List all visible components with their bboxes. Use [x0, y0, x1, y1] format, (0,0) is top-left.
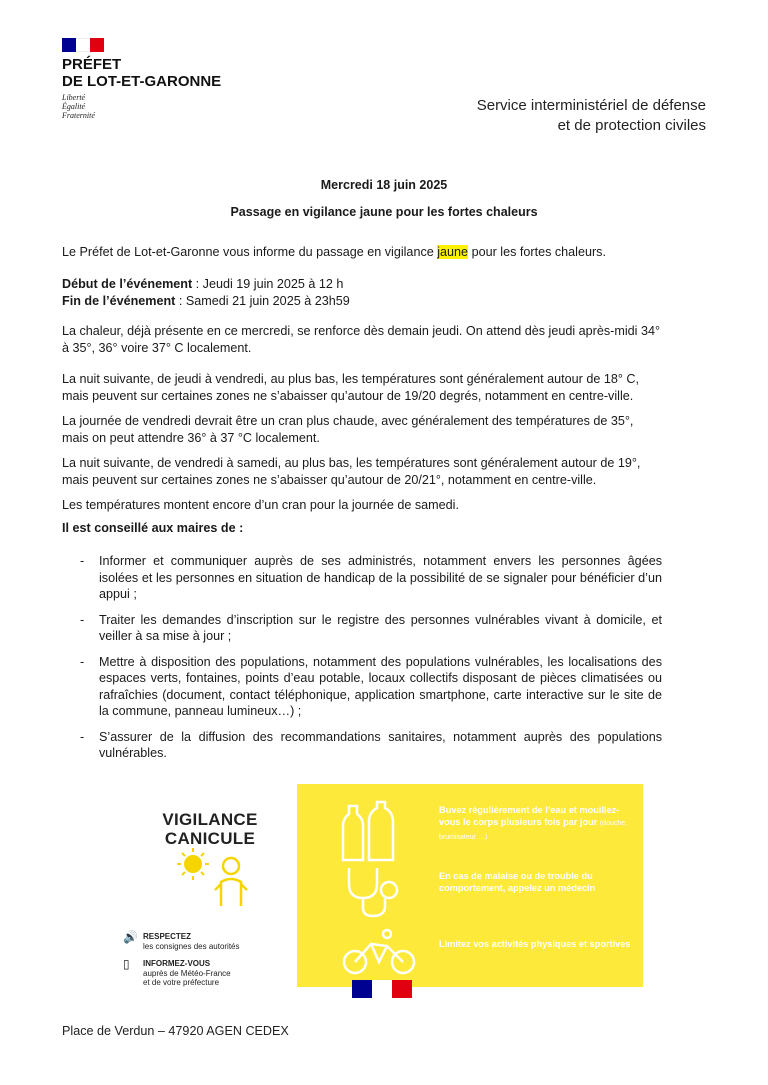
republic-motto: Liberté Égalité Fraternité [62, 93, 95, 120]
vigilance-level-highlight: jaune [437, 245, 469, 259]
document-date: Mercredi 18 juin 2025 [320, 178, 448, 192]
advice-list [80, 553, 662, 762]
list-item: - Traiter les demandes d’inscription sur le registre des personnes vulnérables vivant à domicile, et veiller à sa mise à jour ; [80, 612, 662, 643]
smartphone-icon: ▯ [123, 957, 130, 971]
paragraph-2: La nuit suivante, de jeudi à vendredi, au plus bas, les températures sont généralement autour de 18° C, mais peuvent sur certaines zones ne s’abaisser qu’autour de 19/20 degrés, notamment en centre-ville. [62, 372, 640, 403]
water-bottles-icon [339, 800, 401, 864]
event-dates [62, 276, 662, 309]
event-start: Début de l’événement : Jeudi 19 juin 2025 à 12 h [62, 277, 344, 291]
prefecture-logo [62, 38, 221, 120]
respect-advice: 🔊 RESPECTEZ les consignes des autorités [123, 930, 240, 951]
recommendation-activity: Limitez vos activités physiques et sportives [439, 939, 631, 949]
speaker-icon: 🔊 [123, 930, 138, 944]
republic-flag-icon [352, 980, 412, 998]
paragraph-1: La chaleur, déjà présente en ce mercredi, se renforce dès demain jeudi. On attend dès jeudi après-midi 34° à 35°, 36° voire 37° C localement. [62, 324, 660, 355]
recommendation-water: Buvez régulièrement de l’eau et mouillez-vous le corps plusieurs fois par jour (douche, brumisateur …) [439, 805, 628, 841]
event-end: Fin de l’événement : Samedi 21 juin 2025 à 23h59 [62, 293, 350, 308]
intro-paragraph: Le Préfet de Lot-et-Garonne vous informe du passage en vigilance jaune pour les fortes chaleurs. [62, 245, 606, 259]
recommendation-doctor: En cas de malaise ou de trouble du comportement, appelez un médecin [439, 871, 596, 893]
list-item: - Informer et communiquer auprès de ses administrés, notamment envers les personnes âgées isolées et les personnes en situation de handicap de la possibilité de se signaler pour bénéficier d’un appui ; [80, 554, 662, 601]
poster-title: VIGILANCE CANICULE [162, 810, 258, 848]
inform-advice: ▯ INFORMEZ-VOUS auprès de Météo-France et de votre préfecture [123, 957, 231, 987]
footer-address: Place de Verdun – 47920 AGEN CEDEX [62, 1024, 289, 1038]
logo-title: PRÉFET DE LOT-ET-GARONNE [62, 56, 222, 90]
list-item: - S’assurer de la diffusion des recommandations sanitaires, notamment auprès des populations vulnérables. [80, 729, 662, 760]
stethoscope-icon [343, 864, 409, 920]
paragraph-5: Les températures montent encore d’un cran pour la journée de samedi. [62, 498, 459, 512]
list-item: - Mettre à disposition des populations, notamment des populations vulnérables, les localisations des espaces verts, fontaines, points d’eau potable, locaux collectifs disposant de pièces climatisées ou rafraîchies (document, contact téléphonique, application smartphone, carte interactive sur le site de la commune, panneau lumineux…) ; [80, 654, 662, 718]
service-name: Service interministériel de défense et de protection civiles [476, 97, 706, 134]
sun-person-icon [171, 846, 251, 910]
advice-heading: Il est conseillé aux maires de : [62, 521, 244, 535]
marianne-flag-icon [62, 38, 104, 52]
paragraph-4: La nuit suivante, de vendredi à samedi, au plus bas, les températures sont généralement autour de 19°, mais peuvent sur certaines zones ne s’abaisser qu’autour de 20/21°, notamment en centre-ville. [62, 456, 641, 487]
vigilance-canicule-poster [113, 784, 643, 987]
paragraph-3: La journée de vendredi devrait être un cran plus chaude, avec généralement des températures de 35°, mais on peut attendre 36° à 37 °C localement. [62, 414, 634, 445]
cyclist-icon [341, 928, 417, 976]
poster-left-panel [113, 784, 297, 987]
document-subject: Passage en vigilance jaune pour les fortes chaleurs [230, 205, 538, 219]
